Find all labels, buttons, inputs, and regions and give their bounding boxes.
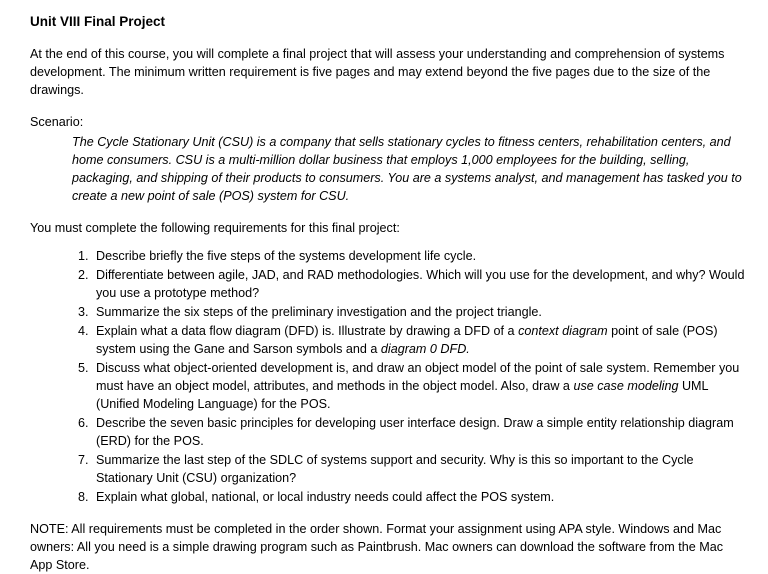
requirement-text-segment: Describe the seven basic principles for developing user interface design. Draw a simple entity relationship diagram (ERD) for the POS. xyxy=(96,415,734,448)
requirement-text-segment: Discuss what object-oriented development is, and draw an object model of the point of sale system. Remember you must have an object model, attributes, and methods in the object model. Also, draw a xyxy=(96,360,740,393)
requirement-text-segment: diagram 0 DFD. xyxy=(380,341,470,356)
requirement-item xyxy=(92,414,746,450)
requirement-item xyxy=(92,359,746,413)
requirement-text-segment: Differentiate between agile, JAD, and RAD methodologies. Which will you use for the development, and why? Would you use a prototype method? xyxy=(96,267,745,300)
requirement-item xyxy=(92,451,746,487)
page-title: Unit VIII Final Project xyxy=(30,14,166,29)
requirements-intro: You must complete the following requirements for this final project: xyxy=(30,220,400,235)
requirements-list xyxy=(30,247,746,506)
note-paragraph: NOTE: All requirements must be completed in the order shown. Format your assignment using APA style. Windows and Mac owners: All you need is a simple drawing program such as Paintbrush. Mac owners can download the software from the Mac App Store. xyxy=(30,521,723,572)
requirement-text-segment: Explain what global, national, or local industry needs could affect the POS system. xyxy=(96,489,555,504)
scenario-text: The Cycle Stationary Unit (CSU) is a company that sells stationary cycles to fitness centers, rehabilitation centers, and home consumers. CSU is a multi-million dollar business that employs 1,000 employees for the building, selling, packaging, and shipping of their products to consumers. You are a systems analyst, and management has tasked you to create a new point of sale (POS) system for CSU. xyxy=(72,134,742,203)
intro-paragraph: At the end of this course, you will complete a final project that will assess your understanding and comprehension of systems development. The minimum written requirement is five pages and may extend beyond the five pages due to the size of the drawings. xyxy=(30,46,725,97)
requirement-text-segment: point of sale (POS) system using the Gane and Sarson symbols and a xyxy=(96,323,718,356)
requirement-text-segment: Summarize the last step of the SDLC of systems support and security. Why is this so important to the Cycle Stationary Unit (CSU) organization? xyxy=(96,452,694,485)
requirement-text-segment: use case modeling xyxy=(573,378,679,393)
requirement-text-segment: Describe briefly the five steps of the systems development life cycle. xyxy=(96,248,477,263)
scenario-label: Scenario: xyxy=(30,114,84,129)
requirement-text-segment: context diagram xyxy=(518,323,608,338)
requirement-text-segment: Summarize the six steps of the preliminary investigation and the project triangle. xyxy=(96,304,542,319)
requirement-item xyxy=(92,266,746,302)
requirement-item xyxy=(92,322,746,358)
requirement-item xyxy=(92,488,746,506)
requirement-text-segment: Explain what a data flow diagram (DFD) is. Illustrate by drawing a DFD of a xyxy=(96,323,519,338)
requirement-text-segment: UML (Unified Modeling Language) for the POS. xyxy=(96,378,709,411)
requirement-item xyxy=(92,303,746,321)
requirement-item xyxy=(92,247,746,265)
